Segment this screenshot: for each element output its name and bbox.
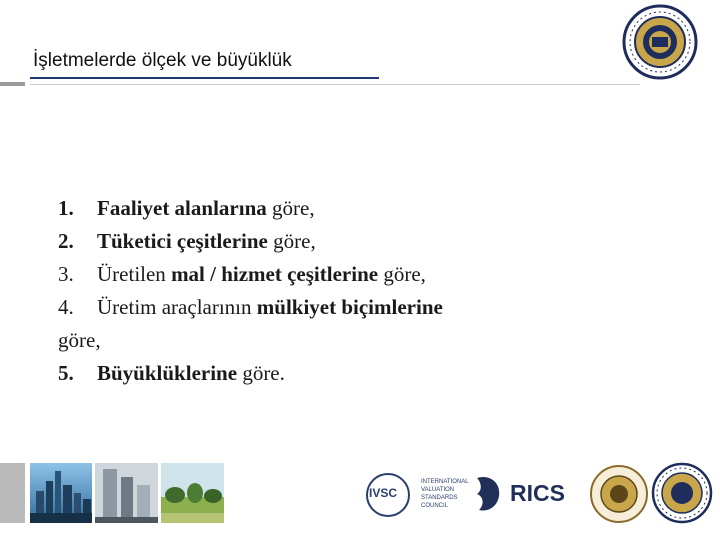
- list-item: 2. Tüketici çeşitlerine göre,: [58, 229, 316, 253]
- list-item-continuation: göre,: [58, 328, 101, 352]
- countryside-photo: [161, 463, 224, 523]
- criteria-list: [58, 192, 618, 390]
- university-seal-small-icon: [651, 462, 713, 524]
- list-item: 1. Faaliyet alanlarına göre,: [58, 196, 315, 220]
- institution-seal-icon: [589, 464, 649, 524]
- ivsc-logo-text: IVSC: [369, 486, 398, 500]
- towers-photo: [95, 463, 158, 523]
- list-item: 5. Büyüklüklerine göre.: [58, 361, 285, 385]
- page-title: İşletmelerde ölçek ve büyüklük: [33, 50, 292, 71]
- header-accent-bar: [0, 82, 25, 86]
- rics-logo-text: RICS: [510, 480, 565, 506]
- ivsc-caption: INTERNATIONAL VALUATION STANDARDS COUNCIL: [421, 479, 469, 509]
- list-item: 4. Üretim araçlarının mülkiyet biçimlerine: [58, 295, 443, 319]
- partner-logos: [355, 460, 720, 526]
- footer-accent-bar: [0, 463, 25, 523]
- list-item: 3. Üretilen mal / hizmet çeşitlerine göre,: [58, 262, 426, 286]
- rics-lion-icon: [471, 474, 505, 514]
- header-divider: [30, 84, 640, 85]
- university-seal-icon: [622, 4, 698, 80]
- title-underline: [30, 77, 379, 79]
- city-skyline-photo: [30, 463, 92, 523]
